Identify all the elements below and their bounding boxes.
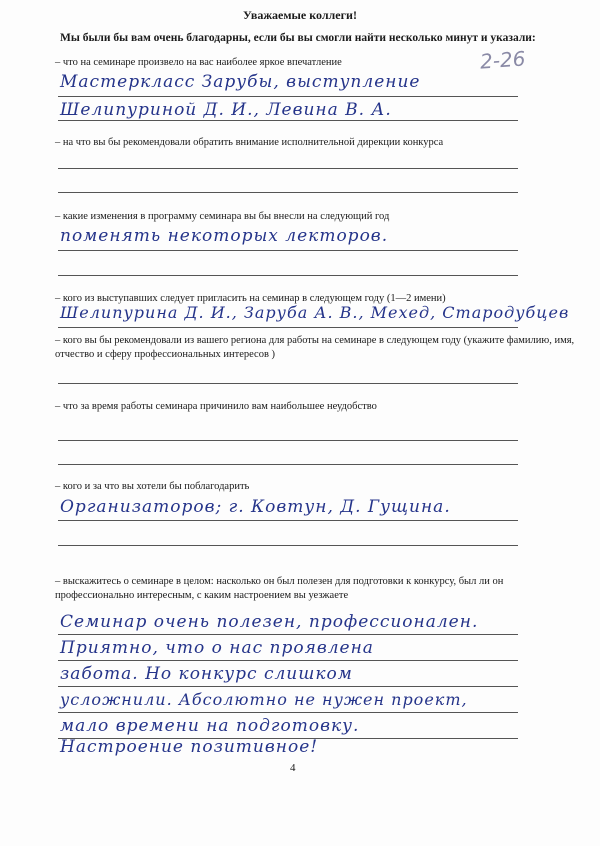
answer-line (58, 686, 518, 687)
question-8-answer-4: усложнили. Абсолютно не нужен проект, (60, 690, 468, 709)
handwritten-corner-note: 2-26 (479, 46, 527, 74)
page-title: Уважаемые коллеги! (243, 8, 357, 22)
answer-line (58, 168, 518, 169)
answer-line (58, 383, 518, 384)
answer-line (58, 96, 518, 97)
answer-line (58, 120, 518, 121)
answer-line (58, 520, 518, 521)
answer-line (58, 327, 518, 328)
question-1-answer-2: Шелипуриной Д. И., Левина В. А. (60, 100, 392, 120)
question-2-label: – на что вы бы рекомендовали обратить внимание исполнительной дирекции конкурса (55, 137, 444, 148)
intro-text: Мы были бы вам очень благодарны, если бы вы смогли найти несколько минут и указали: (60, 32, 536, 44)
answer-line (58, 440, 518, 441)
answer-line (58, 545, 518, 546)
question-8-answer-5: мало времени на подготовку. (60, 716, 360, 736)
question-6-label: – что за время работы семинара причинило вам наибольшее неудобство (55, 401, 377, 412)
question-8-label: – выскажитесь о семинаре в целом: насколько он был полезен для подготовки к конкурсу, был ли он профессионально интересным, с каким настроением вы уезжаете (55, 576, 504, 601)
question-1-answer-1: Мастеркласс Зарубы, выступление (60, 72, 421, 92)
question-4-answer-1: Шелипурина Д. И., Заруба А. В., Мехед, Стародубцев (60, 303, 570, 322)
answer-line (58, 634, 518, 635)
question-8-answer-3: забота. Но конкурс слишком (60, 664, 353, 684)
question-8-answer-6: Настроение позитивное! (60, 737, 319, 757)
question-7-answer-1: Организаторов; г. Ковтун, Д. Гущина. (60, 497, 451, 517)
question-7-label: – кого и за что вы хотели бы поблагодарить (55, 481, 250, 492)
answer-line (58, 660, 518, 661)
answer-line (58, 464, 518, 465)
answer-line (58, 192, 518, 193)
question-1-label: – что на семинаре произвело на вас наиболее яркое впечатление (55, 57, 342, 68)
question-8-answer-2: Приятно, что о нас проявлена (60, 638, 374, 658)
page-number: 4 (290, 762, 296, 774)
question-3-label: – какие изменения в программу семинара вы бы внесли на следующий год (55, 211, 390, 222)
question-8-answer-1: Семинар очень полезен, профессионален. (60, 612, 479, 632)
question-3-answer-1: поменять некоторых лекторов. (60, 226, 389, 246)
answer-line (58, 712, 518, 713)
question-5-label: – кого вы бы рекомендовали из вашего региона для работы на семинаре в следующем году (укажите фамилию, имя, отчество и сферу профессиональных интересов ) (55, 335, 575, 360)
question-4-label: – кого из выступавших следует пригласить на семинар в следующем году (1—2 имени) (55, 293, 446, 304)
answer-line (58, 275, 518, 276)
answer-line (58, 250, 518, 251)
